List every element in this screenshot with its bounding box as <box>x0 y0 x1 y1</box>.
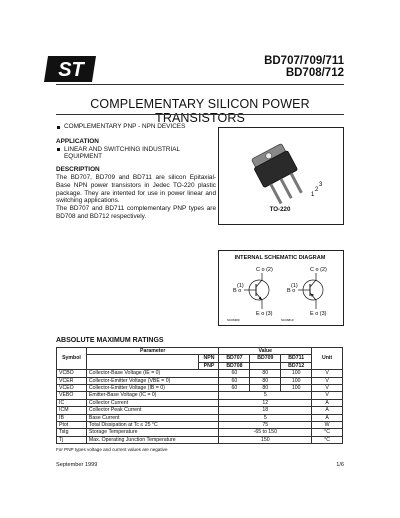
symbol-cell: VCEO <box>57 384 87 391</box>
right-base-label: B o <box>287 288 296 294</box>
application-line-2: EQUIPMENT <box>64 153 102 161</box>
unit-cell: A <box>312 399 343 406</box>
col-symbol: Symbol <box>57 348 87 370</box>
table-row <box>57 370 343 377</box>
left-emitter-label: E o (3) <box>256 311 273 317</box>
value-cell: -65 to 150 <box>219 429 312 436</box>
value-cell: 5 <box>219 392 312 399</box>
value-cell: 100 <box>281 370 312 377</box>
feature-bullet-1: COMPLEMENTARY PNP - NPN DEVICES <box>56 123 242 131</box>
pnp-part-3: BD712 <box>281 362 312 369</box>
value-cell: 60 <box>219 377 250 384</box>
table-pnp-row <box>57 362 343 369</box>
table-row <box>57 421 343 428</box>
value-cell: 150 <box>219 436 312 443</box>
table-row <box>57 436 343 443</box>
parameter-cell: Total Dissipation at Tc ≤ 25 °C <box>86 421 219 428</box>
value-cell: 75 <box>219 421 312 428</box>
symbol-cell: Tj <box>57 436 87 443</box>
table-row <box>57 429 343 436</box>
pin-label-1: 1 <box>311 192 315 198</box>
value-cell: 80 <box>250 377 281 384</box>
col-unit: Unit <box>312 348 343 370</box>
parameter-cell: Base Current <box>86 414 219 421</box>
npn-label: NPN <box>199 355 219 362</box>
right-collector-label: C o (2) <box>310 267 327 273</box>
unit-cell: A <box>312 407 343 414</box>
part-number-line2: BD708/712 <box>285 67 344 79</box>
left-base-label: B o <box>233 288 242 294</box>
pin-label-3: 3 <box>319 182 323 188</box>
npn-part-1: BD707 <box>219 355 250 362</box>
symbol-cell: VEBO <box>57 392 87 399</box>
parameter-cell: Collector-Emitter Voltage (VBE = 0) <box>86 377 219 384</box>
parameter-cell: Collector Current <box>86 399 219 406</box>
value-cell: 100 <box>281 384 312 391</box>
parameter-cell: Collector-Emitter Voltage (IB = 0) <box>86 384 219 391</box>
footer-page-number: 1/6 <box>336 462 344 468</box>
symbol-cell: ICM <box>57 407 87 414</box>
unit-cell: V <box>312 377 343 384</box>
schematic-box <box>218 250 344 326</box>
unit-cell: °C <box>312 429 343 436</box>
unit-cell: °C <box>312 436 343 443</box>
schematic-diagram <box>219 251 343 325</box>
application-line-1: LINEAR AND SWITCHING INDUSTRIAL <box>56 146 242 154</box>
npn-part-2: BD709 <box>250 355 281 362</box>
logo-text: ST <box>58 59 84 81</box>
pnp-part-1: BD708 <box>219 362 250 369</box>
value-cell: 80 <box>250 370 281 377</box>
pnp-part-2 <box>250 362 281 369</box>
package-label: TO-220 <box>269 206 291 213</box>
parameter-cell: Storage Temperature <box>86 429 219 436</box>
header-rule <box>56 84 344 85</box>
unit-cell: V <box>312 370 343 377</box>
unit-cell: V <box>312 384 343 391</box>
table-npn-row <box>57 355 343 362</box>
description-paragraph-2: The BD707 and BD711 complementary PNP types are BD708 and BD712 respectively. <box>56 205 216 220</box>
right-base-number: (1) <box>291 283 298 289</box>
value-cell: 60 <box>219 370 250 377</box>
value-cell: 60 <box>219 384 250 391</box>
description-heading: DESCRIPTION <box>56 166 100 174</box>
right-schematic-code: SC06810 <box>281 318 294 322</box>
part-number-line1: BD707/709/711 <box>264 55 344 67</box>
unit-cell: A <box>312 414 343 421</box>
table-row <box>57 399 343 406</box>
right-emitter-label: E o (3) <box>310 311 327 317</box>
right-transistor-symbol <box>298 273 323 309</box>
symbol-cell: Tstg <box>57 429 87 436</box>
left-collector-label: C o (2) <box>256 267 273 273</box>
parameter-cell: Max. Operating Junction Temperature <box>86 436 219 443</box>
table-row <box>57 377 343 384</box>
value-cell: 12 <box>219 399 312 406</box>
document-title: COMPLEMENTARY SILICON POWER TRANSISTORS <box>90 97 310 125</box>
pin-label-2: 2 <box>315 187 319 193</box>
symbol-cell: IB <box>57 414 87 421</box>
table-header-row <box>57 348 343 355</box>
schematic-title: INTERNAL SCHEMATIC DIAGRAM <box>234 255 326 261</box>
table-row <box>57 414 343 421</box>
description-paragraph-1: The BD707, BD709 and BD711 are silicon Epitaxial-Base NPN power transistors in Jedec TO-220 plastic package. They are intented for use in power linear and switching applications. <box>56 173 216 205</box>
table-row <box>57 392 343 399</box>
col-value: Value <box>219 348 312 355</box>
left-transistor-symbol <box>244 273 269 309</box>
symbol-cell: VCBO <box>57 370 87 377</box>
st-logo <box>44 54 100 84</box>
left-schematic-code: SC06380 <box>227 318 240 322</box>
footer-date: September 1999 <box>56 462 98 468</box>
value-cell: 80 <box>250 384 281 391</box>
ratings-footnote: For PNP types voltage and current values are negative <box>56 447 168 452</box>
title-rule <box>56 114 344 115</box>
col-parameter: Parameter <box>86 348 219 355</box>
npn-part-3: BD711 <box>281 355 312 362</box>
ratings-heading: ABSOLUTE MAXIMUM RATINGS <box>56 337 164 344</box>
symbol-cell: IC <box>57 399 87 406</box>
symbol-cell: Ptot <box>57 421 87 428</box>
left-base-number: (1) <box>237 283 244 289</box>
ratings-table <box>56 347 343 444</box>
unit-cell: W <box>312 421 343 428</box>
parameter-cell: Collector-Base Voltage (IE = 0) <box>86 370 219 377</box>
table-row <box>57 407 343 414</box>
features-section <box>56 123 242 221</box>
symbol-cell: VCER <box>57 377 87 384</box>
value-cell: 5 <box>219 414 312 421</box>
unit-cell: V <box>312 392 343 399</box>
parameter-cell: Collector Peak Current <box>86 407 219 414</box>
pnp-label: PNP <box>199 362 219 369</box>
value-cell: 100 <box>281 377 312 384</box>
application-heading: APPLICATION <box>56 137 99 145</box>
value-cell: 18 <box>219 407 312 414</box>
parameter-cell: Emitter-Base Voltage (IC = 0) <box>86 392 219 399</box>
table-row <box>57 384 343 391</box>
